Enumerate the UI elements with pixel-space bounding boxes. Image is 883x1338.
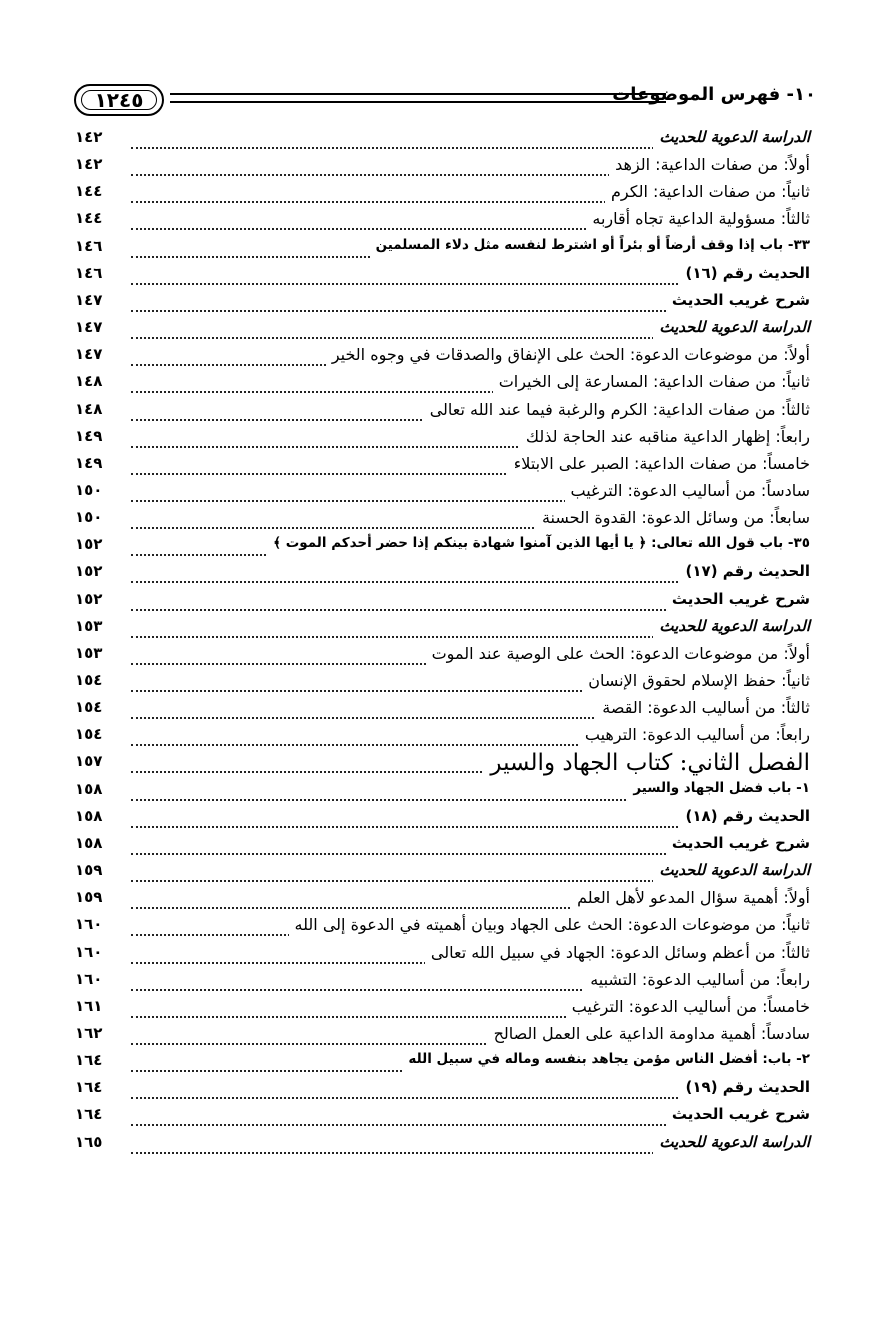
header-title: ١٠- فهرس الموضوعات xyxy=(612,84,816,105)
toc-entry-title: ثانياً: من موضوعات الدعوة: الحث على الجهاد وبيان أهميته في الدعوة إلى الله xyxy=(289,915,810,943)
toc-entry xyxy=(75,155,810,183)
toc-entry-title: الحديث رقم (١٨) xyxy=(680,807,810,835)
toc-entry-title: ثالثاً: من صفات الداعية: الكرم والرغبة فيما عند الله تعالى xyxy=(424,400,810,428)
toc-entry-title: ثالثاً: مسؤولية الداعية تجاه أقاربه xyxy=(586,209,810,237)
toc-entry-title: رابعاً: إظهار الداعية مناقبه عند الحاجة لذلك xyxy=(520,427,810,455)
toc-entry-title: شرح غريب الحديث xyxy=(666,834,810,862)
toc-entry-title: أولاً: من موضوعات الدعوة: الحث على الوصية عند الموت xyxy=(426,644,810,672)
toc-entry xyxy=(75,508,810,536)
toc-entry xyxy=(75,427,810,455)
toc-entry-page: ١٤٩ xyxy=(75,453,103,472)
toc-entry-page: ١٥٣ xyxy=(75,643,103,662)
toc-entry-page: ١٦٠ xyxy=(75,942,103,961)
toc-entry-title: الدراسة الدعوية للحديث xyxy=(653,128,810,156)
toc-entry-title: سادساً: من أساليب الدعوة: الترغيب xyxy=(565,481,811,509)
toc-entry xyxy=(75,372,810,400)
toc-entry xyxy=(75,617,810,645)
toc-entry xyxy=(75,1051,810,1079)
toc-entry-title: الحديث رقم (١٧) xyxy=(680,562,810,590)
toc-entry-page: ١٥٨ xyxy=(75,806,103,825)
toc-entry xyxy=(75,291,810,319)
toc-entry xyxy=(75,1133,810,1161)
toc-entry-title: أولاً: من صفات الداعية: الزهد xyxy=(609,155,810,183)
toc-entry-page: ١٦٥ xyxy=(75,1132,103,1151)
toc-entry-page: ١٥٠ xyxy=(75,508,103,527)
toc-entry-page: ١٦٠ xyxy=(75,969,103,988)
toc-entry xyxy=(75,807,810,835)
page-number: ١٢٤٥ xyxy=(94,88,144,112)
toc-entry-page: ١٦٠ xyxy=(75,915,103,934)
toc-entry xyxy=(75,1024,810,1052)
toc-entry xyxy=(75,590,810,618)
toc-entry xyxy=(75,400,810,428)
toc-entry xyxy=(75,454,810,482)
toc-entry xyxy=(75,1105,810,1133)
toc-entry-page: ١٤٧ xyxy=(75,345,103,364)
toc-entry-page: ١٥٢ xyxy=(75,589,103,608)
page-number-badge xyxy=(74,84,164,116)
toc-entry-page: ١٥٢ xyxy=(75,535,103,554)
toc-entry-title: شرح غريب الحديث xyxy=(666,1105,810,1133)
toc-entry-title: سادساً: أهمية مداومة الداعية على العمل الصالح xyxy=(488,1024,810,1052)
toc-entry xyxy=(75,237,810,265)
toc-entry-title: الدراسة الدعوية للحديث xyxy=(653,617,810,645)
toc-entry xyxy=(75,644,810,672)
header-rule xyxy=(170,93,666,103)
toc-entry-page: ١٦١ xyxy=(75,996,103,1015)
toc-entry xyxy=(75,345,810,373)
toc-entry-page: ١٥٤ xyxy=(75,698,103,717)
toc-entry-title: شرح غريب الحديث xyxy=(666,291,810,319)
toc-entry-page: ١٥٤ xyxy=(75,725,103,744)
toc-entry xyxy=(75,182,810,210)
toc-entry xyxy=(75,943,810,971)
toc-entry-title: ثالثاً: من أساليب الدعوة: القصة xyxy=(596,698,810,726)
toc-entry-page: ١٦٢ xyxy=(75,1023,103,1042)
toc-entry-title: ١- باب فضل الجهاد والسير xyxy=(627,780,810,808)
toc-entry xyxy=(75,888,810,916)
toc-entry-page: ١٦٤ xyxy=(75,1105,103,1124)
toc-entry-page: ١٤٢ xyxy=(75,128,103,146)
toc-entry xyxy=(75,671,810,699)
toc-entry xyxy=(75,780,810,808)
toc-entry-title: ثانياً: من صفات الداعية: الكرم xyxy=(605,182,810,210)
toc-entry-page: ١٤٤ xyxy=(75,182,103,201)
toc-entry-page: ١٥٢ xyxy=(75,562,103,581)
toc-entry-page: ١٤٨ xyxy=(75,372,103,391)
toc-entry xyxy=(75,562,810,590)
toc-entry xyxy=(75,834,810,862)
toc-entry-page: ١٥٨ xyxy=(75,779,103,798)
toc-entry-title: شرح غريب الحديث xyxy=(666,590,810,618)
toc-entry-page: ١٤٧ xyxy=(75,290,103,309)
toc-entry xyxy=(75,915,810,943)
toc-entry-title: ٣٣- باب إذا وقف أرضاً أو بئراً أو اشترط لنفسه مثل دلاء المسلمين xyxy=(370,237,810,265)
toc-entry-title: الدراسة الدعوية للحديث xyxy=(653,1133,810,1161)
toc-entry-page: ١٦٤ xyxy=(75,1078,103,1097)
toc-entry-title: ثانياً: من صفات الداعية: المسارعة إلى الخيرات xyxy=(493,372,810,400)
toc-entry-title: أولاً: أهمية سؤال المدعو لأهل العلم xyxy=(571,888,810,916)
toc-entry-title: أولاً: من موضوعات الدعوة: الحث على الإنفاق والصدقات في وجوه الخير xyxy=(326,345,810,373)
toc-entry-page: ١٤٩ xyxy=(75,426,103,445)
toc-entry-title: الفصل الثاني: كتاب الجهاد والسير xyxy=(484,748,810,776)
toc-entry-page: ١٦٤ xyxy=(75,1051,103,1070)
toc-entry-title: الحديث رقم (١٦) xyxy=(680,264,810,292)
toc-entry-page: ١٤٦ xyxy=(75,263,103,282)
toc-entry xyxy=(75,752,810,780)
page-header xyxy=(62,84,816,116)
toc-entry-page: ١٥٤ xyxy=(75,671,103,689)
toc-entry-page: ١٤٤ xyxy=(75,209,103,228)
toc-entry xyxy=(75,481,810,509)
toc-entry-page: ١٤٦ xyxy=(75,236,103,255)
toc-entry-title: الدراسة الدعوية للحديث xyxy=(653,861,810,889)
toc-entry-title: ٢- باب: أفضل الناس مؤمن يجاهد بنفسه وماله في سبيل الله xyxy=(402,1051,810,1079)
toc-entry-page: ١٥٩ xyxy=(75,888,103,907)
toc-entry xyxy=(75,318,810,346)
toc-entry-title: خامساً: من صفات الداعية: الصبر على الابتلاء xyxy=(508,454,810,482)
toc-entry-title: الدراسة الدعوية للحديث xyxy=(653,318,810,346)
toc-entry-page: ١٥٠ xyxy=(75,480,103,499)
toc-entry-page: ١٤٨ xyxy=(75,399,103,418)
toc-entry-page: ١٥٧ xyxy=(75,752,103,771)
toc-entry xyxy=(75,1078,810,1106)
toc-entry xyxy=(75,264,810,292)
toc-entry-page: ١٥٨ xyxy=(75,833,103,852)
toc-entry-title: الحديث رقم (١٩) xyxy=(680,1078,810,1106)
toc-entry-page: ١٥٩ xyxy=(75,861,103,880)
toc-entry xyxy=(75,997,810,1025)
toc-entry xyxy=(75,698,810,726)
toc-entry-title: ٣٥- باب قول الله تعالى: ﴿ يا أيها الذين آمنوا شهادة بينكم إذا حضر أحدكم الموت ﴾ xyxy=(267,535,810,563)
toc-entry-title: ثالثاً: من أعظم وسائل الدعوة: الجهاد في سبيل الله تعالى xyxy=(425,943,810,971)
toc-entry xyxy=(75,861,810,889)
toc-entry-page: ١٤٢ xyxy=(75,155,103,174)
toc-entry-title: رابعاً: من أساليب الدعوة: التشبيه xyxy=(584,970,810,998)
toc-entry-title: خامساً: من أساليب الدعوة: الترغيب xyxy=(566,997,810,1025)
toc-entry xyxy=(75,970,810,998)
toc-entry-title: رابعاً: من أساليب الدعوة: الترهيب xyxy=(579,725,810,753)
toc-entry-page: ١٤٧ xyxy=(75,318,103,337)
toc-entry xyxy=(75,128,810,156)
toc-entry-title: ثانياً: حفظ الإسلام لحقوق الإنسان xyxy=(582,671,810,699)
toc-entry xyxy=(75,535,810,563)
toc-entry xyxy=(75,209,810,237)
toc-entry-title: سابعاً: من وسائل الدعوة: القدوة الحسنة xyxy=(536,508,810,536)
toc-entry-page: ١٥٣ xyxy=(75,616,103,635)
